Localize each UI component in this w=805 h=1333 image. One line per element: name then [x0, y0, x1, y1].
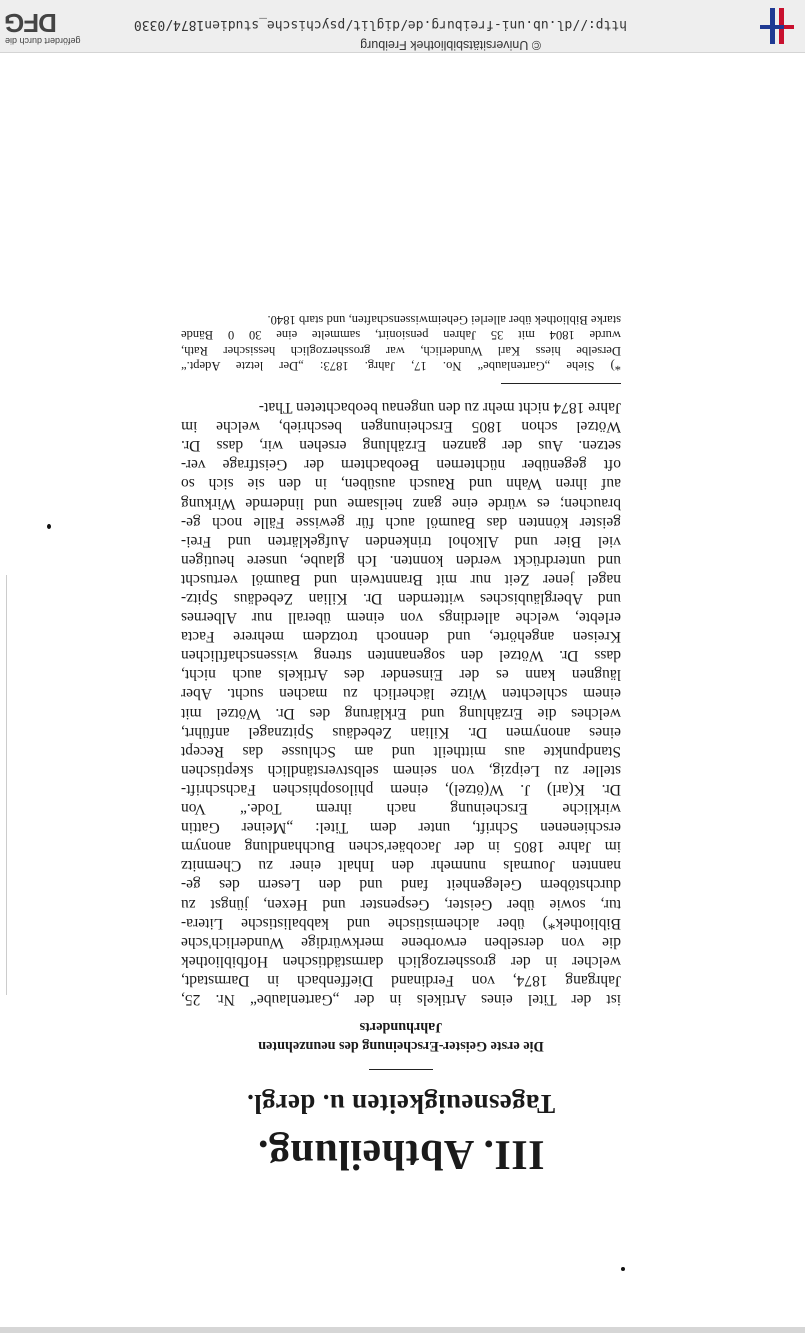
- body-line: Standpunkte aus mittheilt und am Schlusse das Recept: [181, 742, 621, 760]
- body-line: geister könnten das Baumöl auch für gewisse Fälle noch ge-: [181, 513, 621, 531]
- body-line: steller zu Leipzig, von seinem selbstverständlich skeptischen: [181, 761, 621, 779]
- funding-note: gefördert durch die: [5, 36, 81, 46]
- dfg-funding-logo[interactable]: [5, 4, 91, 46]
- body-line: oft gegenüber nüchternen Beobachtern der Geistfrage ver-: [181, 456, 621, 474]
- body-line: auf ihren Wahn und Rausch ausüben, in den sie sich so: [181, 475, 621, 493]
- footnote-line: wurde 1804 mit 35 Jahren pensionirt, sammelte eine 30 0 Bände: [181, 328, 621, 343]
- body-line: Kreisen angehörte, und dennoch trotzdem mehrere Facta: [181, 628, 621, 646]
- footnote-divider: [501, 383, 621, 384]
- page-top-strip: [0, 1327, 805, 1333]
- footnote-line: Derselbe hiess Karl Wunderlich, war grossherzoglich hessischer Rath,: [181, 343, 621, 358]
- body-line: Jahre 1874 nicht mehr zu den ungenau beobachteten That-: [258, 399, 621, 417]
- section-subheading: Tagesneuigkeiten u. dergl.: [246, 1089, 556, 1119]
- viewer-footer-bar: [0, 0, 805, 53]
- body-line: tur, sowie über Geister, Gespenster und Hexen, jüngst zu: [181, 895, 621, 913]
- dfg-logo-text: DFG: [5, 8, 57, 38]
- body-line: läugnen kann es der Einsender des Artikels auch nicht,: [181, 666, 621, 684]
- body-line: und unterdrückt werden konnten. Ich glaube, unsere heutigen: [181, 551, 621, 569]
- body-line: einem schlechten Witze lächerlich zu machen sucht. Aber: [181, 685, 621, 703]
- body-line: Dr. K(arl) J. W(ötzel), einem philosophischen Fachschrift-: [181, 780, 621, 798]
- body-line: welches die Erzählung und Erklärung des Dr. Wötzel mit: [181, 704, 621, 722]
- body-line: erlebte, welche allerdings von einem überall nur Albernes: [181, 609, 621, 627]
- document-url-link[interactable]: http://dl.ub.uni-freiburg.de/diglit/psychische_studien1874/0330: [133, 17, 627, 32]
- section-heading: III. Abtheilung.: [257, 1131, 545, 1177]
- body-line: im Jahre 1805 in der Jacobäer'schen Buchhandlung anonym: [181, 838, 621, 856]
- body-line: wirkliche Erscheinung nach ihrem Tode.“ Von: [181, 800, 621, 818]
- footnote-line: starke Bibliothek über allerlei Geheimwissenschaften, und starb 1840.: [267, 312, 621, 327]
- body-line: dass Dr. Wötzel den sogenannten streng wissenschaftlichen: [181, 647, 621, 665]
- body-line: Jahrgang 1874, von Ferdinand Dieffenbach in Darmstadt,: [181, 971, 621, 989]
- body-line: die von derselben erworbene merkwürdige Wunderlich'sche: [181, 933, 621, 951]
- body-line: setzen. Aus der ganzen Erzählung ersehen wir, dass Dr.: [181, 437, 621, 455]
- ub-freiburg-logo-icon[interactable]: [757, 6, 797, 46]
- scan-speck: [47, 524, 51, 529]
- scan-edge-line: [6, 575, 7, 995]
- body-line: Wötzel schon 1805 Erscheinungen beschrieb, welche im: [181, 418, 621, 436]
- body-line: nagel jener Zeit nur mit Branntwein und Baumöl vertuscht: [181, 570, 621, 588]
- body-line: viel Bier und Alkohol trinkenden Aufgeklärten und Frei-: [181, 532, 621, 550]
- copyright-notice: © Universitätsbibliothek Freiburg: [360, 38, 541, 52]
- body-line: eines anonymen Dr. Kilian Zebedäus Spitznagel anführt,: [181, 723, 621, 741]
- scan-speck: [621, 1267, 625, 1271]
- body-line: welcher in der grossherzoglich darmstädtischen Hofbibliothek: [181, 952, 621, 970]
- body-line: und Abergläubisches witternden Dr. Kilian Zebedäus Spitz-: [181, 590, 621, 608]
- heading-divider: [369, 1069, 433, 1070]
- body-line: durchstöbern Gelegenheit fand und den Lesern des ge-: [181, 876, 621, 894]
- scanned-page-text: [181, 311, 621, 1178]
- footnote-line: *) Siehe „Gartenlaube“ No. 17, Jahrg. 1873: „Der letzte Adept.“: [181, 359, 621, 373]
- article-body: [181, 398, 621, 1009]
- footnote: [181, 311, 621, 373]
- body-line: erschienenen Schrift, unter dem Titel: „Meiner Gattin: [181, 819, 621, 837]
- body-line: ist der Titel eines Artikels in der „Gartenlaube“ Nr. 25,: [181, 991, 621, 1008]
- body-line: nannten Journals nunmehr den Inhalt einer zu Chemnitz: [181, 857, 621, 875]
- article-title-line: Jahrhunderts: [359, 1019, 443, 1035]
- article-title: [181, 1017, 621, 1055]
- body-line: Bibliothek*) über alchemistische und kabbalistische Litera-: [181, 914, 621, 932]
- body-line: brauchen; es würde eine ganz heilsame und lindernde Wirkung: [181, 494, 621, 512]
- article-title-line: Die erste Geister-Erscheinung des neunzehnten: [258, 1038, 544, 1054]
